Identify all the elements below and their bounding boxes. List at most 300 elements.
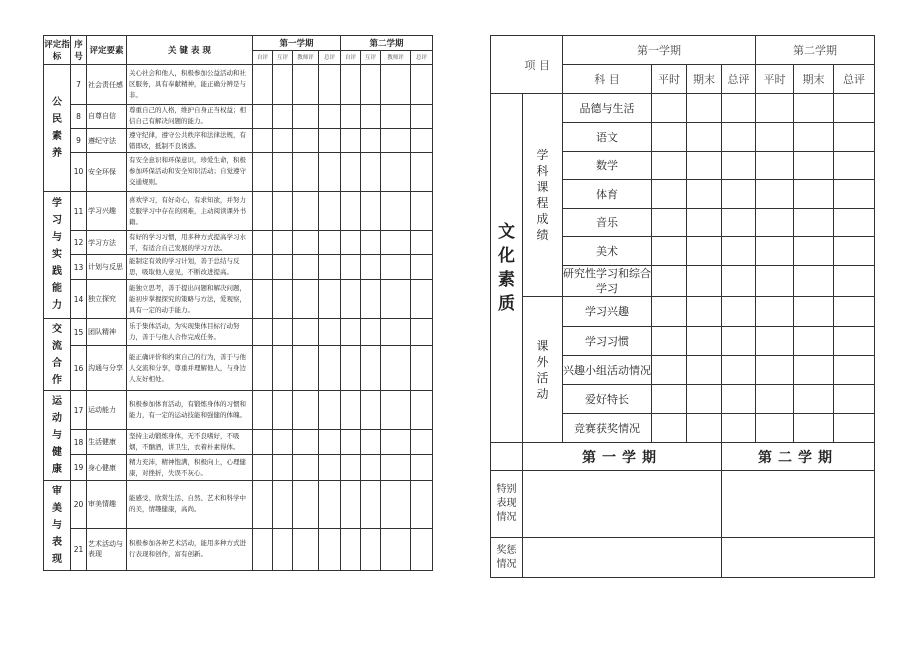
grade-cell[interactable] xyxy=(794,327,834,356)
score-cell[interactable] xyxy=(253,528,273,570)
subject-name: 兴趣小组活动情况 xyxy=(563,356,652,385)
grade-cell[interactable] xyxy=(756,237,794,266)
score-cell[interactable] xyxy=(411,346,433,391)
score-cell[interactable] xyxy=(273,481,293,528)
grade-cell[interactable] xyxy=(722,297,756,327)
special-term2-cell[interactable] xyxy=(722,471,875,538)
score-cell[interactable] xyxy=(381,128,411,152)
key-performance: 能感受、欣赏生活、自然、艺术和科学中的美，情趣健康，高尚。 xyxy=(127,481,253,528)
group-name: 学科课程成绩 xyxy=(536,148,549,242)
score-cell[interactable] xyxy=(253,346,273,391)
score-cell[interactable] xyxy=(273,391,293,430)
score-cell[interactable] xyxy=(319,346,341,391)
score-cell[interactable] xyxy=(293,346,319,391)
element-name: 计划与反思 xyxy=(87,255,127,280)
score-cell[interactable] xyxy=(381,346,411,391)
score-cell[interactable] xyxy=(411,231,433,255)
score-cell[interactable] xyxy=(341,231,361,255)
grade-cell[interactable] xyxy=(794,266,834,297)
score-cell[interactable] xyxy=(381,430,411,455)
grade-cell[interactable] xyxy=(722,237,756,266)
grade-cell[interactable] xyxy=(722,266,756,297)
score-cell[interactable] xyxy=(341,346,361,391)
score-cell[interactable] xyxy=(411,528,433,570)
score-cell[interactable] xyxy=(273,231,293,255)
score-cell[interactable] xyxy=(253,231,273,255)
element-name: 沟通与分享 xyxy=(87,346,127,391)
grade-cell[interactable] xyxy=(756,152,794,180)
subject-name: 体育 xyxy=(563,180,652,209)
grade-cell[interactable] xyxy=(652,94,687,123)
subject-name: 学习习惯 xyxy=(563,327,652,356)
grade-cell[interactable] xyxy=(722,327,756,356)
subject-name: 学习兴趣 xyxy=(563,297,652,327)
score-cell[interactable] xyxy=(381,65,411,105)
score-cell[interactable] xyxy=(341,430,361,455)
right-header-term1: 第一学期 xyxy=(563,36,756,65)
award-label-cell xyxy=(491,538,523,578)
score-cell[interactable] xyxy=(293,319,319,346)
grade-cell[interactable] xyxy=(756,266,794,297)
category-cell xyxy=(44,191,71,318)
score-cell[interactable] xyxy=(361,346,381,391)
element-name: 身心健康 xyxy=(87,455,127,481)
sub-header: 教师评 xyxy=(293,50,319,65)
table-row xyxy=(44,481,433,528)
score-cell[interactable] xyxy=(341,153,361,192)
score-cell[interactable] xyxy=(411,153,433,192)
score-cell[interactable] xyxy=(253,65,273,105)
score-cell[interactable] xyxy=(361,319,381,346)
score-cell[interactable] xyxy=(273,430,293,455)
score-cell[interactable] xyxy=(273,191,293,231)
score-cell[interactable] xyxy=(361,255,381,280)
grade-cell[interactable] xyxy=(687,414,722,443)
score-cell[interactable] xyxy=(293,104,319,128)
grade-cell[interactable] xyxy=(756,180,794,209)
grade-cell[interactable] xyxy=(756,356,794,385)
grade-cell[interactable] xyxy=(834,327,875,356)
semester-footer-row xyxy=(491,443,875,471)
element-name: 安全环保 xyxy=(87,153,127,192)
score-cell[interactable] xyxy=(361,455,381,481)
subject-name: 美术 xyxy=(563,237,652,266)
score-cell[interactable] xyxy=(319,191,341,231)
grade-cell[interactable] xyxy=(794,297,834,327)
row-number: 7 xyxy=(71,65,87,105)
grade-cell[interactable] xyxy=(652,152,687,180)
score-cell[interactable] xyxy=(411,104,433,128)
score-cell[interactable] xyxy=(341,191,361,231)
grade-cell[interactable] xyxy=(834,356,875,385)
score-cell[interactable] xyxy=(319,319,341,346)
score-cell[interactable] xyxy=(319,455,341,481)
score-cell[interactable] xyxy=(253,128,273,152)
score-cell[interactable] xyxy=(319,481,341,528)
sub-header: 教师评 xyxy=(381,50,411,65)
grade-cell[interactable] xyxy=(722,356,756,385)
score-cell[interactable] xyxy=(273,528,293,570)
score-cell[interactable] xyxy=(411,319,433,346)
score-cell[interactable] xyxy=(319,231,341,255)
score-cell[interactable] xyxy=(273,128,293,152)
element-name: 生活健康 xyxy=(87,430,127,455)
score-cell[interactable] xyxy=(411,280,433,319)
element-name: 自尊自信 xyxy=(87,104,127,128)
score-cell[interactable] xyxy=(319,153,341,192)
score-cell[interactable] xyxy=(411,191,433,231)
score-cell[interactable] xyxy=(381,280,411,319)
subject-name: 品德与生活 xyxy=(563,94,652,123)
grade-cell[interactable] xyxy=(687,266,722,297)
score-cell[interactable] xyxy=(273,455,293,481)
grade-cell[interactable] xyxy=(756,123,794,152)
key-performance: 能制定有效的学习计划，善于总结与反思，吸取他人意见，不断改进提高。 xyxy=(127,255,253,280)
element-name: 遵纪守法 xyxy=(87,128,127,152)
subject-name: 研究性学习和综合学习 xyxy=(563,267,651,295)
score-cell[interactable] xyxy=(273,65,293,105)
score-cell[interactable] xyxy=(293,191,319,231)
award-label: 奖惩情况 xyxy=(496,544,517,570)
score-cell[interactable] xyxy=(381,319,411,346)
score-cell[interactable] xyxy=(361,104,381,128)
grade-cell[interactable] xyxy=(652,327,687,356)
group-cell xyxy=(523,94,563,297)
key-performance: 积极参加各种艺术活动，能用多种方式进行表现和创作，富有创新。 xyxy=(127,528,253,570)
element-name: 学习方法 xyxy=(87,231,127,255)
score-cell[interactable] xyxy=(411,430,433,455)
score-cell[interactable] xyxy=(253,430,273,455)
element-name: 社会责任感 xyxy=(87,65,127,105)
grade-cell[interactable] xyxy=(687,356,722,385)
score-cell[interactable] xyxy=(341,255,361,280)
score-cell[interactable] xyxy=(341,455,361,481)
score-cell[interactable] xyxy=(361,528,381,570)
grade-cell[interactable] xyxy=(834,385,875,414)
key-performance: 坚持主动锻炼身体，无不良嗜好，不吸烟，不酗酒，讲卫生，衣着朴素得体。 xyxy=(127,430,253,455)
score-cell[interactable] xyxy=(361,153,381,192)
award-term1-cell[interactable] xyxy=(523,538,722,578)
score-cell[interactable] xyxy=(273,280,293,319)
grade-cell[interactable] xyxy=(687,209,722,237)
score-cell[interactable] xyxy=(273,104,293,128)
grade-cell[interactable] xyxy=(652,385,687,414)
subject-name: 音乐 xyxy=(563,209,652,237)
score-cell[interactable] xyxy=(253,153,273,192)
score-cell[interactable] xyxy=(293,280,319,319)
score-cell[interactable] xyxy=(341,104,361,128)
element-name: 运动能力 xyxy=(87,391,127,430)
grade-cell[interactable] xyxy=(756,385,794,414)
special-label-cell xyxy=(491,471,523,538)
score-cell[interactable] xyxy=(411,255,433,280)
table-row xyxy=(44,528,433,570)
header-seq: 序号 xyxy=(71,36,87,65)
score-cell[interactable] xyxy=(273,153,293,192)
score-cell[interactable] xyxy=(253,481,273,528)
special-row xyxy=(491,471,875,538)
score-cell[interactable] xyxy=(319,65,341,105)
key-performance: 有好的学习习惯，用多种方式提高学习水平，有适合自己发展的学习方法。 xyxy=(127,231,253,255)
table-row xyxy=(44,346,433,391)
score-cell[interactable] xyxy=(293,231,319,255)
score-cell[interactable] xyxy=(361,391,381,430)
grade-cell[interactable] xyxy=(722,152,756,180)
subject-name: 竞赛获奖情况 xyxy=(563,414,652,443)
right-header-term2: 第二学期 xyxy=(756,36,875,65)
score-cell[interactable] xyxy=(273,255,293,280)
score-cell[interactable] xyxy=(381,455,411,481)
grade-cell[interactable] xyxy=(652,123,687,152)
score-cell[interactable] xyxy=(293,430,319,455)
grade-cell[interactable] xyxy=(722,180,756,209)
score-cell[interactable] xyxy=(411,128,433,152)
score-cell[interactable] xyxy=(253,455,273,481)
table-row xyxy=(44,280,433,319)
grade-cell[interactable] xyxy=(652,414,687,443)
table-row xyxy=(44,231,433,255)
grade-cell[interactable] xyxy=(687,237,722,266)
element-name: 独立探究 xyxy=(87,280,127,319)
score-cell[interactable] xyxy=(293,455,319,481)
score-cell[interactable] xyxy=(341,280,361,319)
grade-cell[interactable] xyxy=(687,123,722,152)
grade-cell[interactable] xyxy=(687,180,722,209)
table-row xyxy=(44,391,433,430)
grade-cell[interactable] xyxy=(652,297,687,327)
grade-cell[interactable] xyxy=(794,356,834,385)
table-row xyxy=(44,104,433,128)
header-term2: 第二学期 xyxy=(341,36,433,51)
score-cell[interactable] xyxy=(381,528,411,570)
key-performance: 关心社会和他人，积极参加公益活动和社区服务，具有奉献精神，能正确分辨是与非。 xyxy=(127,65,253,105)
award-term2-cell[interactable] xyxy=(722,538,875,578)
grade-cell[interactable] xyxy=(794,237,834,266)
score-cell[interactable] xyxy=(319,128,341,152)
score-cell[interactable] xyxy=(361,280,381,319)
category-name: 公民素养 xyxy=(52,96,62,159)
key-performance: 能独立思考，善于提出问题和解决问题，能初步掌握探究的策略与方法，爱观察，具有一定的动手能力。 xyxy=(127,280,253,319)
score-cell[interactable] xyxy=(293,65,319,105)
grade-cell[interactable] xyxy=(687,385,722,414)
score-cell[interactable] xyxy=(253,191,273,231)
row-number: 21 xyxy=(71,528,87,570)
special-label: 特别表现情况 xyxy=(496,484,517,523)
row-number: 10 xyxy=(71,153,87,192)
score-cell[interactable] xyxy=(319,104,341,128)
score-cell[interactable] xyxy=(361,430,381,455)
grade-cell[interactable] xyxy=(756,414,794,443)
score-cell[interactable] xyxy=(381,104,411,128)
score-column-header: 总评 xyxy=(722,65,756,94)
score-cell[interactable] xyxy=(319,430,341,455)
footer-term1: 第一学期 xyxy=(523,443,722,471)
score-cell[interactable] xyxy=(341,528,361,570)
grade-cell[interactable] xyxy=(722,209,756,237)
grade-cell[interactable] xyxy=(722,414,756,443)
grade-cell[interactable] xyxy=(687,327,722,356)
key-performance: 喜欢学习，有好奇心，有求知欲，并努力克服学习中存在的困难，主动阅读课外书籍。 xyxy=(127,191,253,231)
category-cell xyxy=(44,481,71,571)
row-number: 20 xyxy=(71,481,87,528)
group-name: 课外活动 xyxy=(536,338,549,401)
score-cell[interactable] xyxy=(253,104,273,128)
grade-cell[interactable] xyxy=(756,327,794,356)
score-cell[interactable] xyxy=(341,319,361,346)
key-performance: 有安全意识和环保意识，珍爱生命，积极参加环保活动和安全知识活动；自觉遵守交通规则。 xyxy=(127,153,253,192)
culture-quality-table xyxy=(490,35,875,578)
grade-cell[interactable] xyxy=(834,297,875,327)
grade-cell[interactable] xyxy=(834,266,875,297)
score-cell[interactable] xyxy=(273,319,293,346)
sub-header: 自评 xyxy=(253,50,273,65)
key-performance: 尊重自己的人格，维护自身正当权益；相信自己有解决问题的能力。 xyxy=(127,104,253,128)
grade-cell[interactable] xyxy=(794,94,834,123)
grade-cell[interactable] xyxy=(652,356,687,385)
score-cell[interactable] xyxy=(319,255,341,280)
score-cell[interactable] xyxy=(319,280,341,319)
grade-cell[interactable] xyxy=(794,385,834,414)
score-cell[interactable] xyxy=(341,65,361,105)
grade-cell[interactable] xyxy=(722,385,756,414)
grade-cell[interactable] xyxy=(687,94,722,123)
score-cell[interactable] xyxy=(319,528,341,570)
score-cell[interactable] xyxy=(361,191,381,231)
score-cell[interactable] xyxy=(293,153,319,192)
key-performance: 乐于集体活动，为实现集体目标行动努力，善于与他人合作完成任务。 xyxy=(127,319,253,346)
subject-name: 爱好特长 xyxy=(563,385,652,414)
grade-cell[interactable] xyxy=(834,180,875,209)
category-cell xyxy=(44,319,71,391)
score-cell[interactable] xyxy=(381,481,411,528)
key-performance: 遵守纪律，遵守公共秩序和法律法规，有错即改，抵制不良诱惑。 xyxy=(127,128,253,152)
score-cell[interactable] xyxy=(381,391,411,430)
special-term1-cell[interactable] xyxy=(523,471,722,538)
grade-cell[interactable] xyxy=(794,414,834,443)
sub-header: 总评 xyxy=(319,50,341,65)
row-number: 11 xyxy=(71,191,87,231)
score-cell[interactable] xyxy=(361,65,381,105)
score-cell[interactable] xyxy=(411,65,433,105)
score-cell[interactable] xyxy=(293,528,319,570)
grade-cell[interactable] xyxy=(756,297,794,327)
grade-cell[interactable] xyxy=(756,94,794,123)
score-cell[interactable] xyxy=(341,128,361,152)
score-cell[interactable] xyxy=(293,128,319,152)
key-performance: 精力充沛，精神饱满，积极向上，心理健康，对挫折，失误不灰心。 xyxy=(127,455,253,481)
score-cell[interactable] xyxy=(381,255,411,280)
score-cell[interactable] xyxy=(293,391,319,430)
table-row xyxy=(44,430,433,455)
sub-header: 总评 xyxy=(411,50,433,65)
row-number: 14 xyxy=(71,280,87,319)
blank-cell xyxy=(491,443,523,471)
subject-label: 科 目 xyxy=(563,65,652,94)
score-cell[interactable] xyxy=(253,255,273,280)
grade-cell[interactable] xyxy=(652,237,687,266)
row-number: 16 xyxy=(71,346,87,391)
grade-cell[interactable] xyxy=(652,209,687,237)
score-cell[interactable] xyxy=(411,481,433,528)
subject-name: 数学 xyxy=(563,152,652,180)
element-name: 学习兴趣 xyxy=(87,191,127,231)
grade-cell[interactable] xyxy=(652,180,687,209)
grade-cell[interactable] xyxy=(687,297,722,327)
grade-cell[interactable] xyxy=(722,123,756,152)
score-column-header: 期末 xyxy=(687,65,722,94)
score-cell[interactable] xyxy=(273,346,293,391)
grade-cell[interactable] xyxy=(722,94,756,123)
category-cell xyxy=(44,65,71,191)
key-performance: 积极参加体育活动，有锻炼身体的习惯和能力，有一定的运动技能和强健的体魄。 xyxy=(127,391,253,430)
score-cell[interactable] xyxy=(411,391,433,430)
table-row xyxy=(44,455,433,481)
score-cell[interactable] xyxy=(411,455,433,481)
evaluation-table xyxy=(43,35,433,571)
score-cell[interactable] xyxy=(293,481,319,528)
score-cell[interactable] xyxy=(341,481,361,528)
row-number: 9 xyxy=(71,128,87,152)
row-number: 19 xyxy=(71,455,87,481)
item-cell xyxy=(491,36,563,94)
subject-row xyxy=(491,94,875,123)
score-cell[interactable] xyxy=(361,481,381,528)
grade-cell[interactable] xyxy=(756,209,794,237)
score-cell[interactable] xyxy=(381,191,411,231)
grade-cell[interactable] xyxy=(834,209,875,237)
grade-cell[interactable] xyxy=(687,152,722,180)
category-name: 学习与实践能力 xyxy=(52,198,62,312)
score-cell[interactable] xyxy=(341,391,361,430)
score-column-header: 总评 xyxy=(834,65,875,94)
table-row xyxy=(44,255,433,280)
group-cell xyxy=(523,297,563,443)
row-number: 15 xyxy=(71,319,87,346)
score-column-header: 平时 xyxy=(652,65,687,94)
score-cell[interactable] xyxy=(361,128,381,152)
table-row xyxy=(44,65,433,105)
header-key-performance: 关 键 表 现 xyxy=(127,36,253,65)
score-cell[interactable] xyxy=(253,319,273,346)
grade-cell[interactable] xyxy=(834,94,875,123)
grade-cell[interactable] xyxy=(794,209,834,237)
element-name: 艺术活动与表现 xyxy=(87,528,127,570)
score-cell[interactable] xyxy=(253,391,273,430)
category-name: 运动与健康 xyxy=(52,396,62,476)
score-cell[interactable] xyxy=(319,391,341,430)
subject-name: 语文 xyxy=(563,123,652,152)
row-number: 13 xyxy=(71,255,87,280)
grade-cell[interactable] xyxy=(652,266,687,297)
score-cell[interactable] xyxy=(293,255,319,280)
category-cell xyxy=(44,391,71,481)
score-cell[interactable] xyxy=(381,231,411,255)
grade-cell[interactable] xyxy=(794,180,834,209)
header-indicator: 评定指标 xyxy=(44,36,71,65)
score-cell[interactable] xyxy=(253,280,273,319)
grade-cell[interactable] xyxy=(794,123,834,152)
sub-header: 互评 xyxy=(361,50,381,65)
score-cell[interactable] xyxy=(361,231,381,255)
grade-cell[interactable] xyxy=(834,237,875,266)
grade-cell[interactable] xyxy=(834,123,875,152)
table-row xyxy=(44,191,433,231)
award-row xyxy=(491,538,875,578)
grade-cell[interactable] xyxy=(834,152,875,180)
grade-cell[interactable] xyxy=(834,414,875,443)
score-cell[interactable] xyxy=(381,153,411,192)
grade-cell[interactable] xyxy=(794,152,834,180)
